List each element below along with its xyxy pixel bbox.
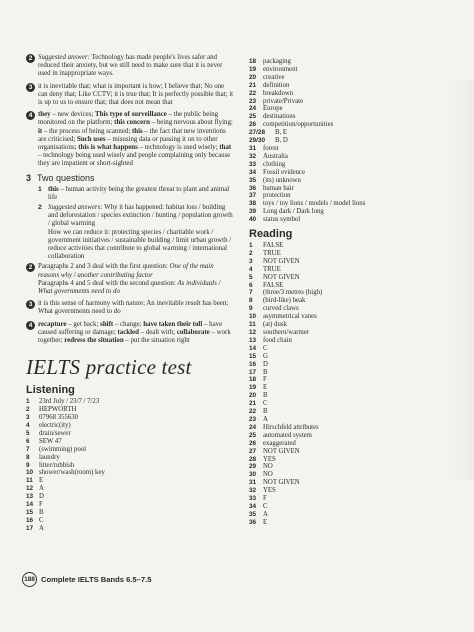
question-number: 23 bbox=[249, 415, 257, 423]
answer-row bbox=[249, 519, 449, 527]
answer-row bbox=[249, 495, 449, 503]
answer-text: breakdown bbox=[263, 89, 294, 97]
question-number: 5 bbox=[26, 429, 30, 437]
question-number: 8 bbox=[249, 297, 253, 305]
answer-text: FALSE bbox=[263, 281, 284, 289]
question-number: 36 bbox=[249, 518, 257, 526]
answer-row bbox=[26, 501, 234, 509]
answer-text: NO bbox=[263, 463, 273, 471]
answer-paragraph bbox=[26, 300, 234, 316]
answer-row bbox=[249, 282, 449, 290]
question-number: 21 bbox=[249, 400, 257, 408]
answer-row bbox=[249, 376, 449, 384]
question-number: 22 bbox=[249, 408, 257, 416]
answer-text: (swimming) pool bbox=[39, 445, 87, 453]
answer-paragraph bbox=[26, 263, 234, 296]
answer-row bbox=[249, 305, 449, 313]
question-number: 29/30 bbox=[249, 137, 265, 145]
question-number: 37 bbox=[249, 192, 257, 200]
question-number: 20 bbox=[249, 392, 257, 400]
question-number: 3 bbox=[249, 257, 253, 265]
answer-text: C bbox=[263, 344, 268, 352]
question-number: 31 bbox=[249, 479, 257, 487]
paragraph-text: it is this sense of harmony with nature; An inevitable result has been; What governments need to do bbox=[38, 300, 229, 316]
question-number: 13 bbox=[26, 493, 34, 501]
answer-row bbox=[249, 161, 449, 169]
answer-row bbox=[249, 432, 449, 440]
exercise-number-badge: 2 bbox=[26, 54, 35, 63]
answer-row bbox=[249, 448, 449, 456]
answer-row bbox=[249, 440, 449, 448]
question-number: 25 bbox=[249, 431, 257, 439]
answer-row bbox=[249, 266, 449, 274]
question-number: 12 bbox=[26, 485, 34, 493]
question-number: 18 bbox=[249, 58, 257, 65]
question-number: 7 bbox=[249, 289, 253, 297]
answer-text: G bbox=[263, 352, 268, 360]
answer-row bbox=[249, 337, 449, 345]
answer-row bbox=[249, 361, 449, 369]
question-number: 7 bbox=[26, 445, 30, 453]
answer-row bbox=[26, 454, 234, 462]
answer-row bbox=[249, 82, 449, 90]
question-number: 9 bbox=[26, 461, 30, 469]
answer-text: automated system bbox=[263, 431, 312, 439]
question-number: 8 bbox=[26, 453, 30, 461]
answer-row bbox=[249, 192, 449, 200]
question-number: 32 bbox=[249, 152, 257, 160]
answer-row bbox=[249, 463, 449, 471]
answer-row bbox=[249, 129, 449, 137]
paragraph-text: they – new devices; This type of surveillance – the public being monitored on the platform; this concern – being nervous about flying; it – the process of being scanned; this – the fact that new inventions are criticised; Such uses – misusing data or passing it on to other organisations; this is what happens – technology is used wisely; that – technology being used wisely and people complaining only because they are impatient or short-sighted bbox=[38, 111, 233, 168]
sub-answer bbox=[26, 186, 234, 202]
answer-text: competition/opportunities bbox=[263, 121, 334, 129]
answer-row bbox=[249, 297, 449, 305]
answer-row bbox=[26, 509, 234, 517]
question-number: 1 bbox=[249, 242, 253, 250]
answer-row bbox=[249, 66, 449, 74]
answer-paragraph bbox=[26, 321, 234, 346]
answer-text: B, D bbox=[275, 137, 288, 145]
answer-text: F bbox=[263, 495, 267, 503]
sub-text: Suggested answers: Why it has happened: habitat loss / building and deforestation / species extinction / hunting / population growth / global warming How we can reduce it: protecting species / charitable work / government initiatives / sustainable building / limit urban growth / reduce activities that contribute to global warming / international collaboration bbox=[48, 204, 233, 261]
answer-text: FALSE bbox=[263, 242, 284, 250]
answer-text: creative bbox=[263, 73, 285, 81]
exercise-number-badge: 2 bbox=[26, 263, 35, 272]
answer-text: YES bbox=[263, 455, 276, 463]
answer-text: southern/warmer bbox=[263, 329, 310, 336]
answer-row bbox=[249, 113, 449, 121]
question-number: 30 bbox=[249, 471, 257, 479]
question-number: 16 bbox=[249, 360, 257, 368]
answer-row bbox=[249, 216, 449, 224]
answer-text: F bbox=[263, 376, 267, 384]
answer-text: (at) dusk bbox=[263, 321, 287, 329]
answer-row bbox=[249, 121, 449, 129]
answer-text: Hirschfeld attributes bbox=[263, 423, 319, 431]
answer-row bbox=[249, 456, 449, 464]
answer-text: definition bbox=[263, 81, 290, 89]
exercise-number-badge: 3 bbox=[26, 300, 35, 309]
answer-row bbox=[249, 479, 449, 487]
answer-row bbox=[26, 414, 234, 422]
answer-text: E bbox=[263, 518, 268, 526]
answer-row bbox=[249, 321, 449, 329]
sub-answer bbox=[26, 204, 234, 261]
answer-row bbox=[249, 329, 449, 337]
answer-row bbox=[26, 462, 234, 470]
answer-text: NOT GIVEN bbox=[263, 479, 300, 487]
answer-text: NOT GIVEN bbox=[263, 273, 300, 281]
page-number: 188 bbox=[22, 572, 37, 587]
answer-text: electric(ity) bbox=[39, 422, 71, 430]
answer-text: NOT GIVEN bbox=[263, 447, 300, 455]
answer-row bbox=[249, 392, 449, 400]
question-number: 15 bbox=[26, 508, 34, 516]
answer-text: Fossil evidence bbox=[263, 168, 306, 176]
answer-text: SEW 47 bbox=[39, 437, 62, 445]
answer-text: toys / toy lions / models / model lions bbox=[263, 200, 366, 208]
answer-row bbox=[26, 525, 234, 533]
question-number: 25 bbox=[249, 113, 257, 121]
question-number: 10 bbox=[249, 313, 257, 321]
answer-row bbox=[249, 487, 449, 495]
answer-text: F bbox=[39, 501, 43, 509]
question-number: 17 bbox=[26, 524, 34, 532]
answer-text: E bbox=[39, 477, 44, 485]
answer-row bbox=[249, 250, 449, 258]
answer-text: status symbol bbox=[263, 216, 301, 224]
answer-text: B bbox=[263, 392, 268, 400]
question-number: 27/28 bbox=[249, 129, 265, 137]
sub-answer-group bbox=[26, 186, 234, 262]
question-number: 35 bbox=[249, 176, 257, 184]
question-number: 10 bbox=[26, 469, 34, 477]
paragraph-text: recapture – get back; shift – change; have taken their toll – have caused suffering or damage; tackled – dealt with; collaborate – work together; redress the situation – put the situation right bbox=[38, 320, 231, 345]
paragraph-text: it is inevitable that; what is important is how; I believe that; No one can deny that; Like CCTV; it is true that; It is perfectly possible that; it is up to us to ensure that; that does not mean that bbox=[38, 82, 234, 107]
question-number: 34 bbox=[249, 168, 257, 176]
answer-row bbox=[249, 137, 449, 145]
question-number: 39 bbox=[249, 208, 257, 216]
answer-row bbox=[249, 369, 449, 377]
answer-text: environment bbox=[263, 65, 298, 73]
page-fold-shadow bbox=[448, 80, 474, 480]
answer-text: TRUE bbox=[263, 265, 281, 273]
answer-row bbox=[249, 90, 449, 98]
answer-row bbox=[249, 153, 449, 161]
question-number: 33 bbox=[249, 160, 257, 168]
left-column bbox=[26, 54, 234, 533]
question-number: 26 bbox=[249, 439, 257, 447]
answer-row bbox=[249, 471, 449, 479]
exercise-number-badge: 3 bbox=[26, 83, 35, 92]
question-number: 17 bbox=[249, 368, 257, 376]
question-number: 14 bbox=[249, 344, 257, 352]
answer-text: drain/sewer bbox=[39, 429, 71, 437]
answer-row bbox=[249, 424, 449, 432]
answer-text: human hair bbox=[263, 184, 294, 192]
answer-row bbox=[249, 408, 449, 416]
question-number: 2 bbox=[249, 249, 253, 257]
listening-heading: Listening bbox=[26, 384, 75, 397]
answer-row bbox=[249, 400, 449, 408]
answer-row bbox=[249, 416, 449, 424]
question-number: 4 bbox=[26, 422, 30, 430]
question-number: 18 bbox=[249, 376, 257, 384]
question-number: 6 bbox=[26, 437, 30, 445]
answer-row bbox=[249, 242, 449, 250]
question-number: 12 bbox=[249, 329, 257, 336]
question-number: 19 bbox=[249, 65, 257, 73]
book-title: Complete IELTS Bands 6.5–7.5 bbox=[41, 575, 152, 584]
answer-row bbox=[249, 258, 449, 266]
answer-text: NOT GIVEN bbox=[263, 257, 300, 265]
answer-text: clothing bbox=[263, 160, 286, 168]
paragraph-group-2 bbox=[26, 263, 234, 345]
answer-text: Australia bbox=[263, 152, 288, 160]
section-title: Two questions bbox=[37, 172, 95, 183]
answer-row bbox=[249, 289, 449, 297]
answer-paragraph bbox=[26, 83, 234, 108]
question-number: 22 bbox=[249, 89, 257, 97]
answer-row bbox=[26, 438, 234, 446]
answer-text: C bbox=[263, 502, 268, 510]
question-number: 28 bbox=[249, 455, 257, 463]
question-number: 32 bbox=[249, 487, 257, 495]
question-number: 2 bbox=[26, 406, 30, 414]
answer-text: 07968 355630 bbox=[39, 414, 79, 422]
answer-row bbox=[26, 398, 234, 406]
answer-row bbox=[249, 511, 449, 519]
answer-row bbox=[249, 169, 449, 177]
answer-row bbox=[26, 422, 234, 430]
answer-row bbox=[249, 177, 449, 185]
answer-text: Europe bbox=[263, 105, 283, 113]
answer-text: packaging bbox=[263, 58, 291, 65]
right-column bbox=[249, 58, 449, 527]
question-number: 6 bbox=[249, 281, 253, 289]
answer-text: E bbox=[263, 384, 268, 392]
answer-row bbox=[249, 345, 449, 353]
answer-row bbox=[249, 98, 449, 106]
sub-number: 1 bbox=[38, 185, 42, 193]
question-number: 38 bbox=[249, 200, 257, 208]
question-number: 14 bbox=[26, 501, 34, 509]
question-number: 19 bbox=[249, 384, 257, 392]
answer-paragraph bbox=[26, 111, 234, 168]
answer-row bbox=[249, 74, 449, 82]
answer-text: HEPWORTH bbox=[39, 406, 77, 414]
answer-row bbox=[26, 469, 234, 477]
sub-text: this – human activity being the greatest threat to plant and animal life bbox=[48, 185, 230, 201]
answer-text: D bbox=[39, 493, 44, 501]
paragraph-text: Suggested answer: Technology has made people's lives safer and reduced their anxiety, but we still need to make sure that it is never used in inappropriate ways. bbox=[38, 54, 223, 78]
answer-row bbox=[249, 353, 449, 361]
question-number: 20 bbox=[249, 73, 257, 81]
question-number: 5 bbox=[249, 273, 253, 281]
answer-text: food chain bbox=[263, 336, 292, 344]
answer-text: laundry bbox=[39, 453, 60, 461]
answer-text: destinations bbox=[263, 113, 296, 121]
question-number: 4 bbox=[249, 265, 253, 273]
answer-text: NO bbox=[263, 471, 273, 479]
answer-row bbox=[26, 430, 234, 438]
answer-text: D bbox=[263, 360, 268, 368]
answer-text: (its) unknown bbox=[263, 176, 301, 184]
listening-answers-continued bbox=[249, 58, 449, 224]
paragraph-text: Paragraphs 2 and 3 deal with the first question: One of the main reasons why / another contributing factor Paragraphs 4 and 5 deal with the second question: As individuals / What governments need to do bbox=[38, 263, 221, 296]
paragraph-group-1 bbox=[26, 54, 234, 169]
question-number: 35 bbox=[249, 510, 257, 518]
question-number: 31 bbox=[249, 144, 257, 152]
answer-text: A bbox=[263, 415, 268, 423]
page-footer bbox=[22, 572, 151, 587]
answer-text: curved claws bbox=[263, 305, 299, 313]
answer-row bbox=[26, 517, 234, 525]
answer-text: exaggerated bbox=[263, 439, 296, 447]
answer-text: protection bbox=[263, 192, 291, 200]
answer-text: private/Private bbox=[263, 97, 304, 105]
reading-heading: Reading bbox=[249, 228, 293, 241]
answer-text: 23rd July / 23/7 / 7/23 bbox=[39, 398, 100, 406]
question-number: 34 bbox=[249, 502, 257, 510]
question-number: 1 bbox=[26, 398, 30, 406]
answer-text: (bird-like) beak bbox=[263, 297, 306, 305]
answer-text: C bbox=[39, 516, 44, 524]
question-number: 27 bbox=[249, 447, 257, 455]
question-number: 24 bbox=[249, 423, 257, 431]
answer-text: B bbox=[39, 508, 44, 516]
question-number: 13 bbox=[249, 336, 257, 344]
question-number: 29 bbox=[249, 463, 257, 471]
answer-row bbox=[26, 493, 234, 501]
section-number: 3 bbox=[26, 172, 32, 183]
question-number: 24 bbox=[249, 105, 257, 113]
answer-text: B, E bbox=[275, 129, 288, 137]
exercise-number-badge: 4 bbox=[26, 321, 35, 330]
listening-answers bbox=[26, 398, 234, 532]
answer-row bbox=[26, 446, 234, 454]
answer-text: Long dark / Dark long bbox=[263, 208, 324, 216]
question-number: 33 bbox=[249, 495, 257, 503]
answer-row bbox=[249, 313, 449, 321]
answer-text: (three/3 metres (high) bbox=[263, 289, 323, 297]
question-number: 23 bbox=[249, 97, 257, 105]
answer-row bbox=[249, 384, 449, 392]
question-number: 16 bbox=[26, 516, 34, 524]
question-number: 11 bbox=[249, 321, 256, 329]
answer-row bbox=[249, 145, 449, 153]
question-number: 36 bbox=[249, 184, 257, 192]
answer-text: forest bbox=[263, 144, 279, 152]
question-number: 40 bbox=[249, 216, 257, 224]
answer-text: shower/wash(room) key bbox=[39, 469, 105, 477]
answer-text: YES bbox=[263, 487, 276, 495]
reading-answers bbox=[249, 242, 449, 527]
question-number: 3 bbox=[26, 414, 30, 422]
question-number: 11 bbox=[26, 477, 33, 485]
answer-paragraph bbox=[26, 54, 234, 79]
answer-row bbox=[249, 58, 449, 66]
answer-text: litter/rubbish bbox=[39, 461, 75, 469]
answer-row bbox=[26, 485, 234, 493]
test-title: IELTS practice test bbox=[26, 355, 192, 380]
answer-row bbox=[249, 200, 449, 208]
answer-row bbox=[26, 477, 234, 485]
answer-text: B bbox=[263, 368, 268, 376]
answer-text: C bbox=[263, 400, 268, 408]
answer-text: asymmetrical vanes bbox=[263, 313, 317, 321]
section-heading bbox=[26, 173, 234, 183]
question-number: 26 bbox=[249, 121, 257, 129]
answer-row bbox=[26, 406, 234, 414]
question-number: 15 bbox=[249, 352, 257, 360]
answer-row bbox=[249, 274, 449, 282]
answer-text: B bbox=[263, 408, 268, 416]
answer-row bbox=[249, 185, 449, 193]
answer-row bbox=[249, 503, 449, 511]
answer-text: A bbox=[39, 524, 44, 532]
answer-text: A bbox=[39, 485, 44, 493]
question-number: 21 bbox=[249, 81, 257, 89]
exercise-number-badge: 4 bbox=[26, 111, 35, 120]
answer-row bbox=[249, 105, 449, 113]
question-number: 9 bbox=[249, 305, 253, 313]
answer-row bbox=[249, 208, 449, 216]
answer-text: A bbox=[263, 510, 268, 518]
answer-text: TRUE bbox=[263, 249, 281, 257]
sub-number: 2 bbox=[38, 204, 42, 212]
